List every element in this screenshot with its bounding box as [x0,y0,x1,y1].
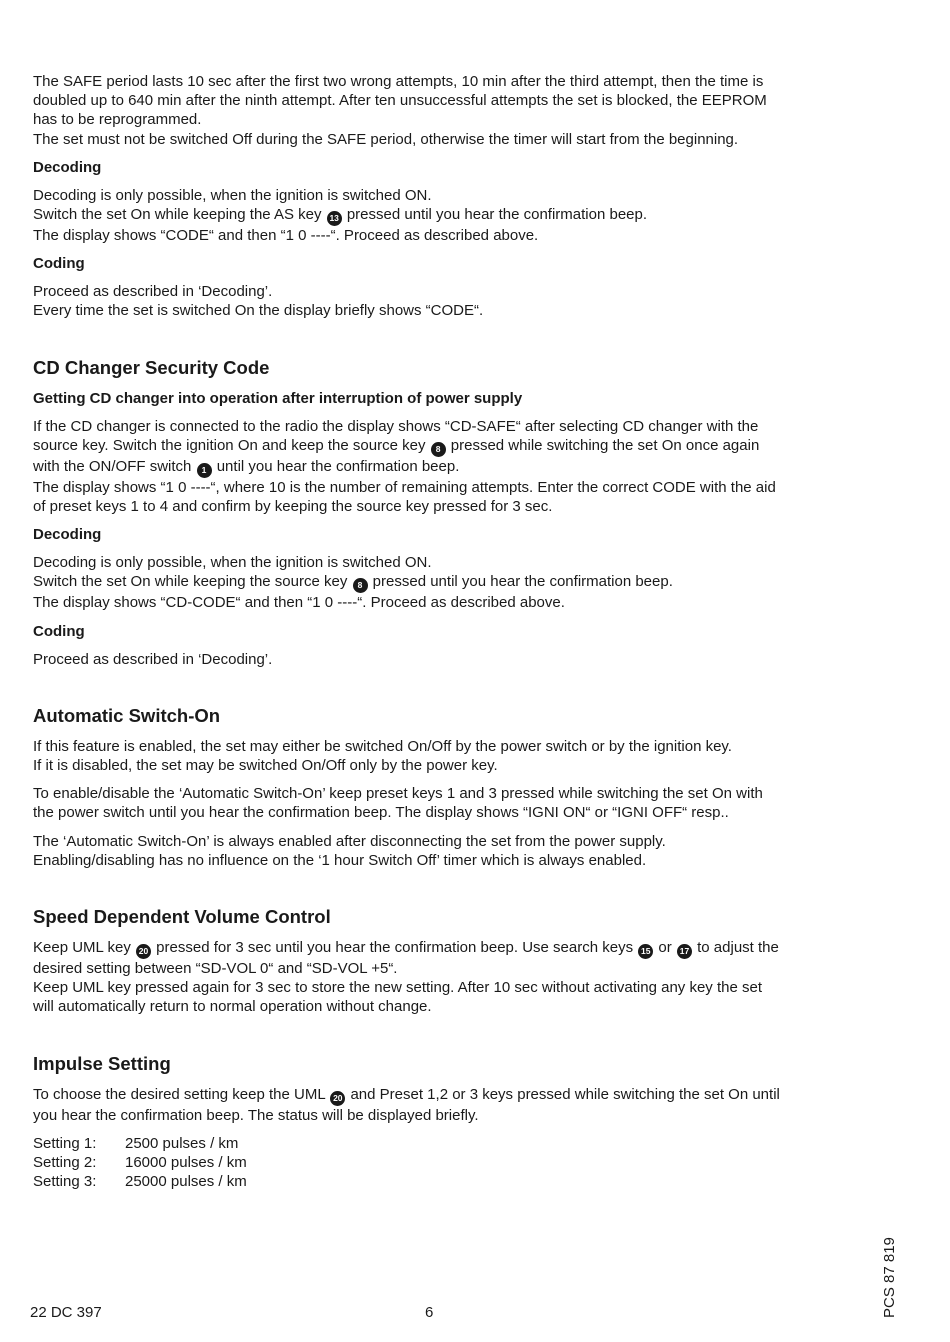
text-line: Enabling/disabling has no influence on the ‘1 hour Switch Off’ timer which is always enabled. [33,851,647,869]
key-13-icon: 13 [327,211,342,226]
text-line: The SAFE period lasts 10 sec after the first two wrong attempts, 10 min after the third attempt, then the time is [33,73,764,90]
setting-label: Setting 2: [33,1154,97,1172]
text-line: you hear the confirmation beep. The status will be displayed briefly. [33,1106,479,1124]
text-line: the power switch until you hear the confirmation beep. The display shows “IGNI ON“ or “IGNI OFF“ resp.. [33,804,729,822]
decoding-heading: Decoding [33,158,102,176]
coding-heading: Coding [33,255,85,273]
cd-changer-title: CD Changer Security Code [33,356,270,378]
speed-paragraph [33,938,848,1017]
text-line: The display shows “1 0 ----“, where 10 is the number of remaining attempts. Enter the correct CODE with the aid [33,478,776,496]
impulse-setting-title: Impulse Setting [33,1052,171,1074]
decoding-paragraph [33,186,848,245]
setting-value: 2500 pulses / km [125,1134,239,1152]
key-1-icon: 1 [197,463,212,478]
text-line: Keep UML key 20 pressed for 3 sec until you hear the confirmation beep. Use search keys 15 or 17 to adjust the [33,938,848,959]
text-line: has to be reprogrammed. [33,111,202,129]
text-line: will automatically return to normal operation without change. [33,998,432,1016]
page-content [33,72,848,1191]
auto-paragraph-1 [33,737,848,775]
text-line: Switch the set On while keeping the AS key 13 pressed until you hear the confirmation beep. [33,205,848,226]
key-20-icon: 20 [330,1091,345,1106]
setting-value: 16000 pulses / km [125,1154,247,1172]
key-20-icon: 20 [136,944,151,959]
key-17-icon: 17 [677,944,692,959]
cd-decoding-heading: Decoding [33,526,102,544]
coding-paragraph [33,282,848,320]
text-line: Every time the set is switched On the display briefly shows “CODE“. [33,302,484,320]
page-number: 6 [425,1304,434,1321]
key-15-icon: 15 [638,944,653,959]
speed-volume-title: Speed Dependent Volume Control [33,906,331,928]
cd-decoding-paragraph [33,553,848,612]
text-line: To enable/disable the ‘Automatic Switch-On’ keep preset keys 1 and 3 pressed while switching the set On with [33,785,763,803]
text-line: of preset keys 1 to 4 and confirm by keeping the source key pressed for 3 sec. [33,498,553,516]
text-line: If it is disabled, the set may be switched On/Off only by the power key. [33,757,498,775]
text-line: The ‘Automatic Switch-On’ is always enabled after disconnecting the set from the power supply. [33,832,666,850]
table-row [33,1134,247,1153]
text-line: Proceed as described in ‘Decoding’. [33,650,273,668]
setting-label: Setting 3: [33,1173,97,1191]
setting-value: 25000 pulses / km [125,1173,247,1191]
text-line: To choose the desired setting keep the UML 20 and Preset 1,2 or 3 keys pressed while switching the set On until [33,1085,848,1106]
cd-coding-paragraph [33,650,848,669]
intro-paragraph [33,72,848,149]
text-line: Keep UML key pressed again for 3 sec to store the new setting. After 10 sec without activating any key the set [33,979,763,997]
text-line: If the CD changer is connected to the radio the display shows “CD-SAFE“ after selecting CD changer with the [33,417,759,435]
table-row [33,1153,247,1172]
automatic-switch-on-title: Automatic Switch-On [33,704,221,726]
text-line: The display shows “CODE“ and then “1 0 ----“. Proceed as described above. [33,227,539,245]
text-line: Decoding is only possible, when the ignition is switched ON. [33,554,432,572]
text-line: source key. Switch the ignition On and keep the source key 8 pressed while switching the set On once again [33,436,848,457]
side-reference-code: PCS 87 819 [881,1237,898,1318]
text-line: with the ON/OFF switch 1 until you hear the confirmation beep. [33,457,848,478]
document-id: 22 DC 397 [30,1304,102,1321]
cd-coding-heading: Coding [33,622,85,640]
setting-label: Setting 1: [33,1134,97,1152]
text-line: Proceed as described in ‘Decoding’. [33,283,273,301]
impulse-paragraph [33,1085,848,1125]
text-line: doubled up to 640 min after the ninth attempt. After ten unsuccessful attempts the set is blocked, the EEPROM [33,92,767,110]
text-line: If this feature is enabled, the set may either be switched On/Off by the power switch or by the ignition key. [33,737,732,755]
impulse-settings-table [33,1134,247,1192]
table-row [33,1172,247,1191]
cd-changer-paragraph [33,417,848,517]
auto-paragraph-2 [33,784,848,822]
key-8-icon: 8 [431,442,446,457]
text-line: The display shows “CD-CODE“ and then “1 0 ----“. Proceed as described above. [33,594,565,612]
auto-paragraph-3 [33,832,848,870]
text-line: desired setting between “SD-VOL 0“ and “SD-VOL +5“. [33,960,398,978]
key-8-icon: 8 [353,578,368,593]
cd-changer-subtitle: Getting CD changer into operation after interruption of power supply [33,389,523,407]
text-line: Decoding is only possible, when the ignition is switched ON. [33,186,432,204]
text-line: The set must not be switched Off during the SAFE period, otherwise the timer will start from the beginning. [33,130,739,148]
text-line: Switch the set On while keeping the source key 8 pressed until you hear the confirmation beep. [33,572,848,593]
